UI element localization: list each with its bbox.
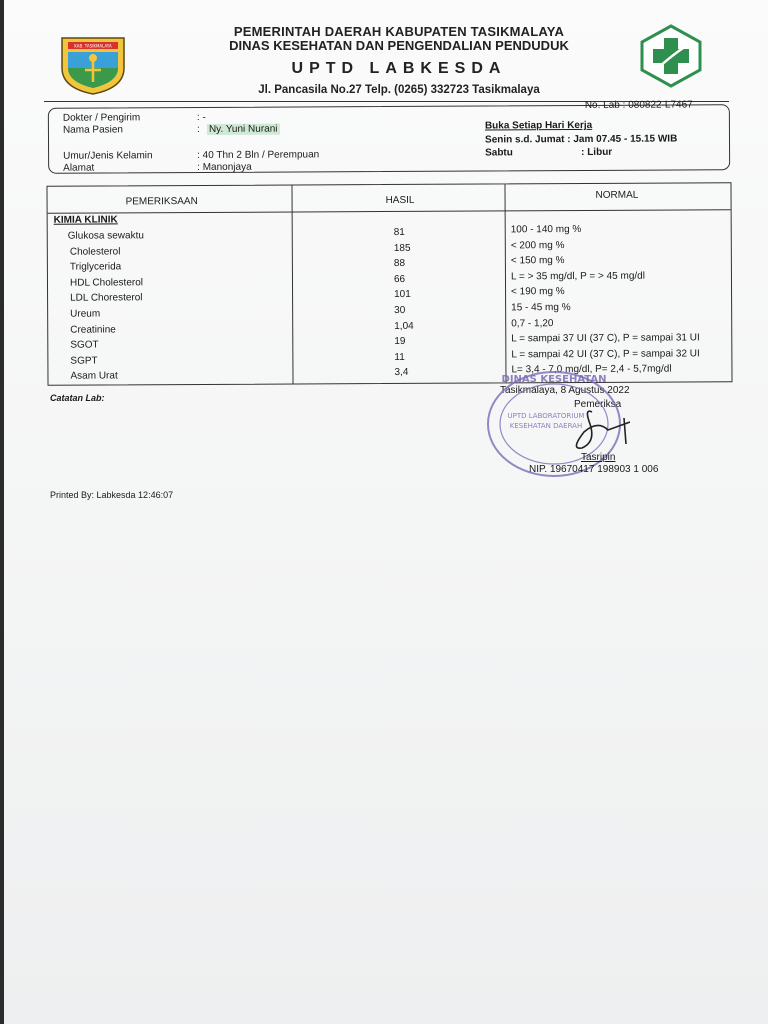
test-normal-range: 100 - 140 mg % bbox=[510, 223, 582, 236]
test-normal-range: L = sampai 37 UI (37 C), P = sampai 31 UI bbox=[511, 332, 700, 345]
stamp-outer-text: DINAS KESEHATAN bbox=[501, 374, 607, 385]
test-result: 11 bbox=[394, 351, 405, 363]
col-header-result: HASIL bbox=[385, 194, 415, 207]
test-name: SGOT bbox=[70, 339, 99, 351]
test-name: Glukosa sewaktu bbox=[67, 230, 144, 242]
hours-weekday: Senin s.d. Jumat : Jam 07.45 - 15.15 WIB bbox=[484, 133, 678, 146]
test-result: 81 bbox=[393, 226, 405, 238]
header-government: PEMERINTAH DAERAH KABUPATEN TASIKMALAYA bbox=[233, 24, 565, 39]
printed-by: Printed By: Labkesda 12:46:07 bbox=[50, 490, 174, 500]
report-date: Tasikmalaya, 8 Agustus 2022 bbox=[500, 385, 630, 396]
col-header-test: PEMERIKSAAN bbox=[125, 196, 198, 208]
test-normal-range: 15 - 45 mg % bbox=[511, 302, 571, 314]
header-unit: UPTD LABKESDA bbox=[291, 60, 507, 77]
test-result: 101 bbox=[394, 289, 411, 301]
header-department: DINAS KESEHATAN DAN PENGENDALIAN PENDUDUK bbox=[229, 38, 569, 53]
test-result: 3,4 bbox=[394, 367, 409, 379]
patient-name-colon: : bbox=[196, 123, 200, 136]
test-name: Triglycerida bbox=[69, 261, 122, 273]
test-name: Asam Urat bbox=[70, 370, 118, 383]
age-value: : 40 Thn 2 Bln / Perempuan bbox=[197, 149, 320, 162]
test-result: 185 bbox=[393, 242, 411, 254]
health-office-logo-icon bbox=[638, 24, 704, 88]
patient-name-label: Nama Pasien bbox=[62, 124, 124, 136]
stamp-inner-text-1: UPTD LABORATORIUM bbox=[507, 412, 585, 420]
document-page bbox=[4, 0, 768, 1024]
test-normal-range: L = > 35 mg/dl, P = > 45 mg/dl bbox=[510, 270, 645, 283]
test-name: HDL Cholesterol bbox=[69, 277, 144, 289]
test-name: Creatinine bbox=[70, 324, 116, 336]
test-result: 19 bbox=[394, 336, 406, 348]
examiner-label: Pemeriksa bbox=[574, 399, 622, 410]
test-normal-range: 0,7 - 1,20 bbox=[511, 317, 554, 329]
signer-name: Tasripin bbox=[581, 452, 616, 463]
test-normal-range: < 190 mg % bbox=[511, 286, 565, 298]
hours-title: Buka Setiap Hari Kerja bbox=[484, 119, 593, 132]
col-divider bbox=[291, 186, 293, 384]
results-table bbox=[46, 182, 732, 386]
test-name: SGPT bbox=[70, 355, 98, 367]
test-normal-range: L= 3,4 - 7,0 mg/dl, P= 2,4 - 5,7mg/dl bbox=[511, 363, 672, 376]
test-normal-range: < 200 mg % bbox=[510, 239, 565, 251]
patient-name-value: Ny. Yuni Nurani bbox=[208, 123, 278, 135]
test-name: LDL Choresterol bbox=[70, 292, 143, 305]
test-normal-range: L = sampai 42 UI (37 C), P = sampai 32 UI bbox=[511, 348, 700, 361]
logo-caption: KAB. TASIKMALAYA bbox=[74, 43, 112, 49]
col-divider bbox=[504, 184, 506, 382]
hours-saturday-label: Sabtu bbox=[485, 147, 513, 159]
test-result: 88 bbox=[393, 258, 406, 270]
address-label: Alamat bbox=[63, 162, 95, 174]
test-result: 30 bbox=[394, 304, 406, 316]
hours-saturday-value: : Libur bbox=[581, 146, 613, 158]
lab-number: No. Lab : 080822-L7467 bbox=[584, 99, 693, 111]
test-normal-range: < 150 mg % bbox=[510, 255, 565, 267]
regency-logo-icon bbox=[58, 32, 128, 96]
signer-nip: NIP. 19670417 198903 1 006 bbox=[529, 464, 659, 475]
patient-info-box bbox=[48, 99, 730, 174]
address-value: : Manonjaya bbox=[197, 161, 252, 174]
test-name: Ureum bbox=[70, 308, 101, 320]
col-header-normal: NORMAL bbox=[595, 189, 639, 201]
test-result: 1,04 bbox=[394, 320, 414, 332]
test-name: Cholesterol bbox=[69, 246, 121, 258]
header-address: Jl. Pancasila No.27 Telp. (0265) 332723 Tasikmalaya bbox=[258, 84, 540, 96]
stamp-inner-text-2: KESEHATAN DAERAH bbox=[509, 422, 583, 430]
doctor-value: : - bbox=[196, 111, 206, 124]
lab-notes-label: Catatan Lab: bbox=[50, 393, 105, 403]
section-title: KIMIA KLINIK bbox=[53, 214, 118, 226]
header-row-divider bbox=[48, 209, 731, 214]
test-result: 66 bbox=[393, 273, 406, 285]
doctor-label: Dokter / Pengirim bbox=[62, 112, 141, 124]
age-label: Umur/Jenis Kelamin bbox=[63, 150, 153, 162]
